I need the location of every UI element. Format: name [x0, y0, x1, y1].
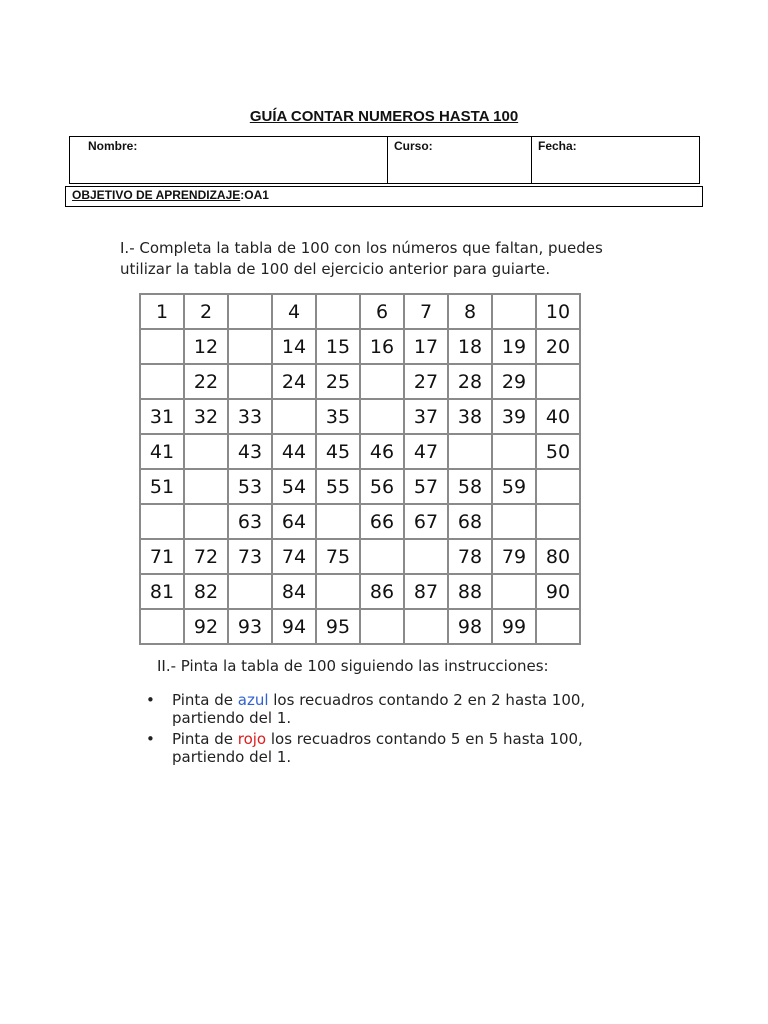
- grid-cell[interactable]: 44: [272, 434, 316, 469]
- grid-cell[interactable]: 37: [404, 399, 448, 434]
- list-item: [146, 691, 666, 727]
- fecha-field[interactable]: [532, 137, 700, 184]
- grid-cell[interactable]: [140, 504, 184, 539]
- list-item-text: Pinta de: [172, 730, 238, 748]
- grid-cell[interactable]: 54: [272, 469, 316, 504]
- table-row: [140, 609, 580, 644]
- grid-cell[interactable]: 71: [140, 539, 184, 574]
- list-item-text: Pinta de: [172, 691, 238, 709]
- grid-cell[interactable]: 59: [492, 469, 536, 504]
- grid-cell[interactable]: 98: [448, 609, 492, 644]
- grid-cell[interactable]: 53: [228, 469, 272, 504]
- bullet-icon: •: [146, 730, 155, 748]
- grid-cell[interactable]: 35: [316, 399, 360, 434]
- grid-cell[interactable]: 86: [360, 574, 404, 609]
- grid-cell[interactable]: [360, 609, 404, 644]
- grid-cell[interactable]: 92: [184, 609, 228, 644]
- list-item-text: partiendo del 1.: [172, 748, 292, 766]
- grid-cell[interactable]: 39: [492, 399, 536, 434]
- grid-cell[interactable]: [228, 329, 272, 364]
- objective-label: OBJETIVO DE APRENDIZAJE: [72, 188, 241, 202]
- grid-cell[interactable]: [140, 329, 184, 364]
- grid-cell[interactable]: 67: [404, 504, 448, 539]
- grid-cell[interactable]: 55: [316, 469, 360, 504]
- grid-cell[interactable]: 33: [228, 399, 272, 434]
- grid-cell[interactable]: 12: [184, 329, 228, 364]
- grid-cell[interactable]: 32: [184, 399, 228, 434]
- grid-cell[interactable]: 41: [140, 434, 184, 469]
- grid-cell[interactable]: 64: [272, 504, 316, 539]
- grid-cell[interactable]: [228, 574, 272, 609]
- grid-cell[interactable]: 94: [272, 609, 316, 644]
- grid-cell[interactable]: 27: [404, 364, 448, 399]
- grid-cell[interactable]: 75: [316, 539, 360, 574]
- grid-cell[interactable]: 72: [184, 539, 228, 574]
- grid-cell[interactable]: 38: [448, 399, 492, 434]
- grid-cell[interactable]: 56: [360, 469, 404, 504]
- section1-line1: I.- Completa la tabla de 100 con los números que faltan, puedes: [120, 239, 603, 257]
- grid-cell[interactable]: 18: [448, 329, 492, 364]
- table-row: [140, 504, 580, 539]
- grid-cell[interactable]: 1: [140, 294, 184, 329]
- grid-cell[interactable]: [536, 504, 580, 539]
- table-row: [140, 329, 580, 364]
- table-row: [140, 434, 580, 469]
- grid-cell[interactable]: 15: [316, 329, 360, 364]
- grid-cell[interactable]: 40: [536, 399, 580, 434]
- objective-box: [65, 186, 703, 207]
- grid-cell[interactable]: [360, 539, 404, 574]
- grid-cell[interactable]: 22: [184, 364, 228, 399]
- table-row: [140, 294, 580, 329]
- grid-cell[interactable]: 45: [316, 434, 360, 469]
- grid-cell[interactable]: [360, 399, 404, 434]
- table-row: [140, 469, 580, 504]
- list-item-text: los recuadros contando 2 en 2 hasta 100,: [268, 691, 586, 709]
- grid-cell[interactable]: 16: [360, 329, 404, 364]
- grid-cell[interactable]: 68: [448, 504, 492, 539]
- grid-cell[interactable]: 10: [536, 294, 580, 329]
- grid-cell[interactable]: 88: [448, 574, 492, 609]
- fecha-label: Fecha:: [538, 139, 577, 153]
- table-row: [140, 364, 580, 399]
- grid-cell[interactable]: [360, 364, 404, 399]
- grid-cell[interactable]: 19: [492, 329, 536, 364]
- grid-cell[interactable]: 73: [228, 539, 272, 574]
- grid-cell[interactable]: 24: [272, 364, 316, 399]
- grid-cell[interactable]: [492, 434, 536, 469]
- grid-cell[interactable]: 6: [360, 294, 404, 329]
- objective-value: :OA1: [240, 188, 269, 202]
- grid-cell[interactable]: [536, 364, 580, 399]
- section1-line2: utilizar la tabla de 100 del ejercicio anterior para guiarte.: [120, 260, 551, 278]
- grid-cell[interactable]: 51: [140, 469, 184, 504]
- grid-cell[interactable]: [536, 469, 580, 504]
- grid-cell[interactable]: 82: [184, 574, 228, 609]
- grid-cell[interactable]: [404, 609, 448, 644]
- grid-cell[interactable]: 8: [448, 294, 492, 329]
- grid-cell[interactable]: 28: [448, 364, 492, 399]
- instruction-list: [146, 691, 666, 769]
- list-item: [146, 730, 666, 766]
- grid-cell[interactable]: [228, 364, 272, 399]
- grid-cell[interactable]: [316, 294, 360, 329]
- grid-cell[interactable]: 43: [228, 434, 272, 469]
- grid-cell[interactable]: 90: [536, 574, 580, 609]
- page-title: GUÍA CONTAR NUMEROS HASTA 100: [249, 108, 519, 125]
- grid-cell[interactable]: [492, 574, 536, 609]
- grid-cell[interactable]: 66: [360, 504, 404, 539]
- grid-cell[interactable]: 81: [140, 574, 184, 609]
- grid-cell[interactable]: 58: [448, 469, 492, 504]
- section1-instructions: [120, 238, 680, 280]
- bullet-icon: •: [146, 691, 155, 709]
- grid-cell[interactable]: [272, 399, 316, 434]
- grid-cell[interactable]: 20: [536, 329, 580, 364]
- grid-cell[interactable]: 2: [184, 294, 228, 329]
- grid-cell[interactable]: 4: [272, 294, 316, 329]
- list-item-text: los recuadros contando 5 en 5 hasta 100,: [266, 730, 583, 748]
- grid-cell[interactable]: 46: [360, 434, 404, 469]
- curso-field[interactable]: [388, 137, 532, 184]
- grid-cell[interactable]: 84: [272, 574, 316, 609]
- grid-cell[interactable]: [536, 609, 580, 644]
- list-item-text: partiendo del 1.: [172, 709, 292, 727]
- grid-cell[interactable]: 50: [536, 434, 580, 469]
- grid-cell[interactable]: [184, 504, 228, 539]
- grid-cell[interactable]: 57: [404, 469, 448, 504]
- grid-cell[interactable]: [228, 294, 272, 329]
- grid-cell[interactable]: [140, 609, 184, 644]
- grid-cell[interactable]: 87: [404, 574, 448, 609]
- grid-cell[interactable]: [316, 574, 360, 609]
- grid-cell[interactable]: 47: [404, 434, 448, 469]
- grid-cell[interactable]: 78: [448, 539, 492, 574]
- table-row: [140, 574, 580, 609]
- grid-cell[interactable]: [404, 539, 448, 574]
- nombre-label: Nombre:: [88, 139, 138, 153]
- hundred-table: [139, 293, 581, 645]
- curso-label: Curso:: [394, 139, 433, 153]
- student-info-table: [69, 136, 700, 184]
- grid-cell[interactable]: 14: [272, 329, 316, 364]
- grid-cell[interactable]: 80: [536, 539, 580, 574]
- grid-cell[interactable]: 31: [140, 399, 184, 434]
- grid-cell[interactable]: [184, 469, 228, 504]
- grid-cell[interactable]: 99: [492, 609, 536, 644]
- grid-cell[interactable]: 79: [492, 539, 536, 574]
- table-row: [140, 399, 580, 434]
- grid-cell[interactable]: [140, 364, 184, 399]
- grid-cell[interactable]: 95: [316, 609, 360, 644]
- grid-cell[interactable]: [316, 504, 360, 539]
- grid-cell[interactable]: [492, 294, 536, 329]
- grid-cell[interactable]: 93: [228, 609, 272, 644]
- grid-cell[interactable]: 17: [404, 329, 448, 364]
- grid-cell[interactable]: [492, 504, 536, 539]
- grid-cell[interactable]: 7: [404, 294, 448, 329]
- grid-cell[interactable]: 63: [228, 504, 272, 539]
- grid-cell[interactable]: [184, 434, 228, 469]
- color-word-rojo: rojo: [237, 730, 267, 748]
- grid-cell[interactable]: 74: [272, 539, 316, 574]
- color-word-azul: azul: [237, 691, 269, 709]
- nombre-field[interactable]: [70, 137, 388, 184]
- table-row: [140, 539, 580, 574]
- grid-cell[interactable]: 29: [492, 364, 536, 399]
- section2-heading: II.- Pinta la tabla de 100 siguiendo las instrucciones:: [157, 657, 549, 675]
- grid-cell[interactable]: [448, 434, 492, 469]
- grid-cell[interactable]: 25: [316, 364, 360, 399]
